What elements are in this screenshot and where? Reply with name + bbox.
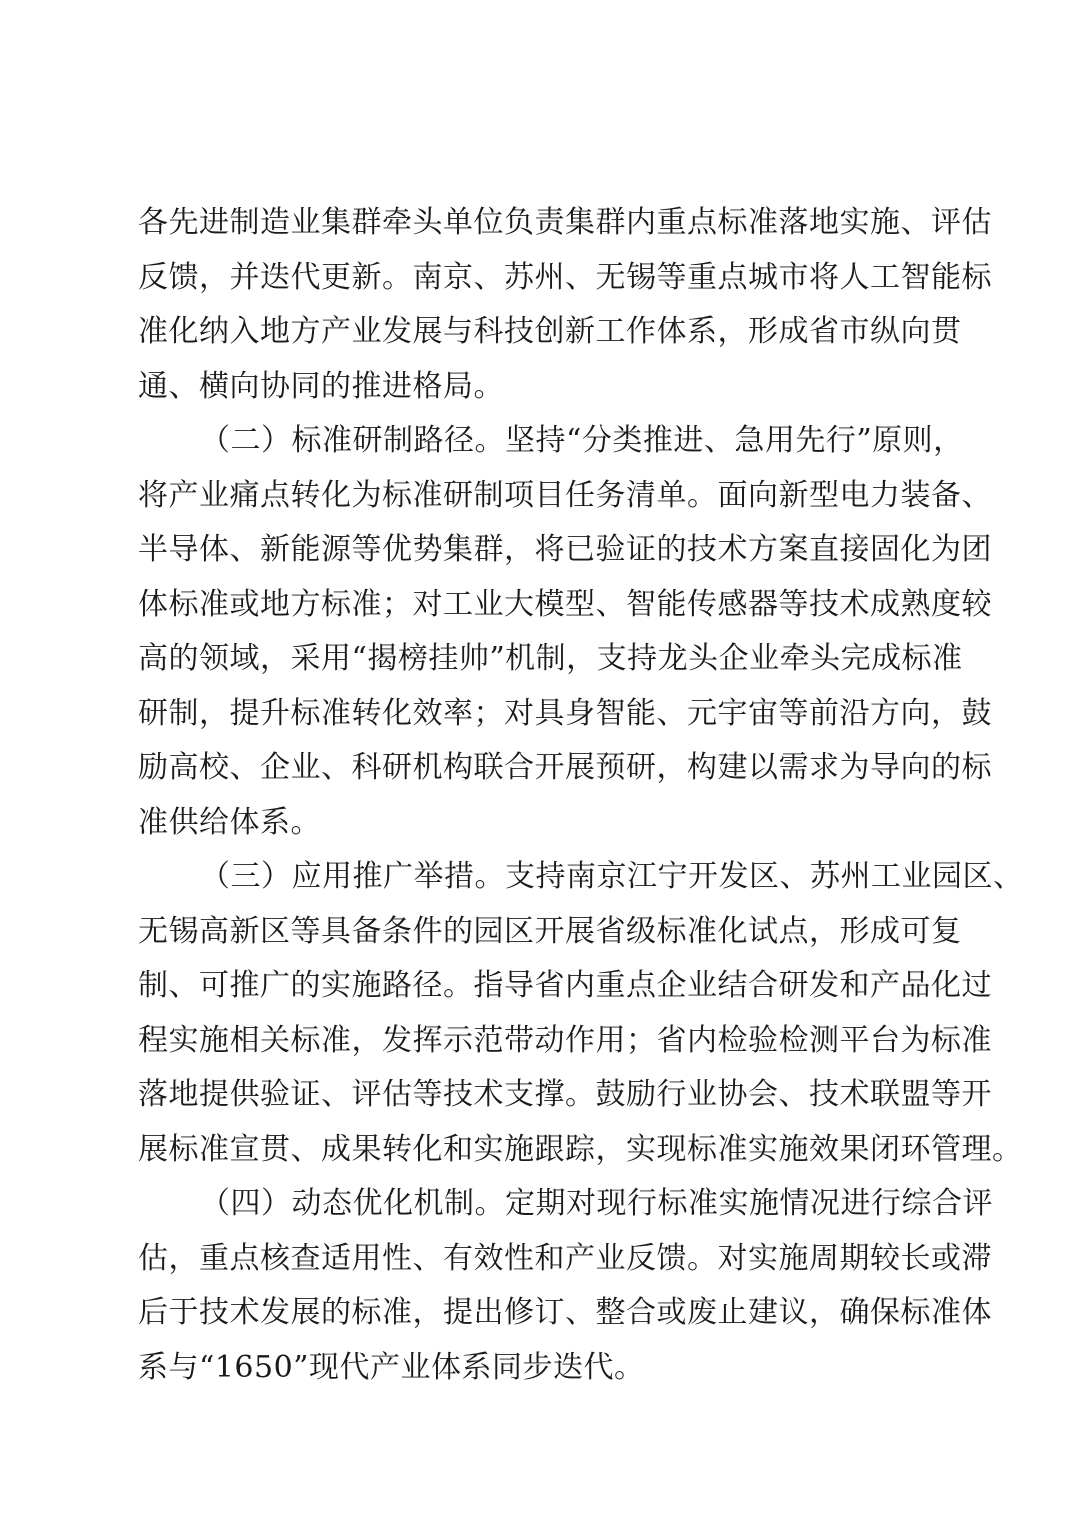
paragraph-standard-development [138, 414, 992, 850]
text-line: 半导体、新能源等优势集群，将已验证的技术方案直接固化为团 [138, 532, 992, 567]
text-line: 体标准或地方标准；对工业大模型、智能传感器等技术成熟度较 [138, 586, 992, 622]
paragraph-application-promotion [138, 850, 1024, 1177]
text-line: 各先进制造业集群牵头单位负责集群内重点标准落地实施、评估 [138, 205, 992, 240]
text-line: 后于技术发展的标准，提出修订、整合或废止建议，确保标准体 [138, 1295, 992, 1330]
text-line: 无锡高新区等具备条件的园区开展省级标准化试点，形成可复 [138, 913, 962, 949]
text-line: 落地提供验证、评估等技术支撑。鼓励行业协会、技术联盟等开 [138, 1077, 992, 1112]
text-line: 研制，提升标准转化效率；对具身智能、元宇宙等前沿方向，鼓 [138, 695, 992, 731]
text-line: 将产业痛点转化为标准研制项目任务清单。面向新型电力装备、 [138, 477, 992, 513]
document-body [138, 196, 1024, 1395]
section-heading-line: （三）应用推广举措。支持南京江宁开发区、苏州工业园区、 [200, 859, 1024, 894]
text-line: 制、可推广的实施路径。指导省内重点企业结合研发和产品化过 [138, 968, 992, 1003]
text-line: 系与“1650”现代产业体系同步迭代。 [138, 1349, 645, 1385]
text-line: 准供给体系。 [138, 804, 321, 840]
text-line: 展标准宣贯、成果转化和实施跟踪，实现标准实施效果闭环管理。 [138, 1131, 1023, 1167]
text-line: 高的领域，采用“揭榜挂帅”机制，支持龙头企业牵头完成标准 [138, 641, 963, 676]
text-line: 通、横向协同的推进格局。 [138, 368, 504, 404]
text-line: 反馈，并迭代更新。南京、苏州、无锡等重点城市将人工智能标 [138, 259, 992, 295]
text-line: 准化纳入地方产业发展与科技创新工作体系，形成省市纵向贯 [138, 314, 962, 349]
text-line: 程实施相关标准，发挥示范带动作用；省内检验检测平台为标准 [138, 1022, 992, 1058]
section-heading-line: （二）标准研制路径。坚持“分类推进、急用先行”原则， [200, 423, 964, 458]
paragraph-dynamic-optimization [138, 1177, 993, 1395]
text-line: 励高校、企业、科研机构联合开展预研，构建以需求为导向的标 [138, 750, 992, 785]
paragraph-context [138, 196, 992, 414]
section-heading-line: （四）动态优化机制。定期对现行标准实施情况进行综合评 [200, 1186, 993, 1221]
text-line: 估，重点核查适用性、有效性和产业反馈。对实施周期较长或滞 [138, 1240, 992, 1276]
